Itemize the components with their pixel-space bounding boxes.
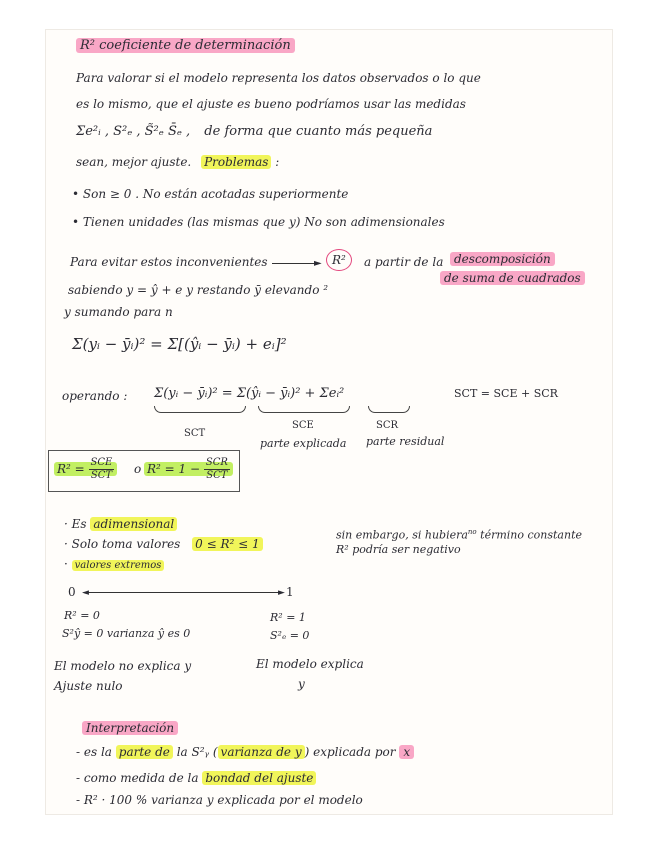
sct-label: SCT	[184, 428, 206, 439]
scr-label: SCR	[376, 420, 399, 431]
avoid-line-3: y sumando para n	[64, 305, 173, 319]
brace-scr	[368, 406, 410, 413]
arrow-right-icon	[272, 263, 316, 264]
residual-part-label: parte residual	[366, 435, 445, 448]
extreme-right-y: y	[298, 677, 305, 691]
sum-of-squares-highlight: de suma de cuadrados	[440, 270, 585, 286]
decomposition-highlight: descomposición	[450, 251, 555, 267]
range-highlight: 0 ≤ R² ≤ 1	[192, 537, 262, 551]
measures-formula: Σe²ᵢ , S²ₑ , S̃²ₑ S̄ₑ ,	[76, 124, 191, 139]
r2-circled: R²	[326, 249, 352, 271]
prop-extremes: · valores extremos	[64, 556, 164, 574]
bullet-units: • Tienen unidades (las mismas que y) No son adimensionales	[72, 215, 445, 229]
explained-part-label: parte explicada	[260, 437, 347, 450]
sce-label: SCE	[292, 420, 314, 431]
interpretation-title: Interpretación	[82, 720, 178, 736]
r2-formula-sce-over-sct: R² = $\frac{\text{SCE}}{\text{SCT}}$	[54, 454, 117, 484]
problems-highlight: Problemas	[201, 155, 271, 169]
operando-equation: Σ(yᵢ − ȳᵢ)² = Σ(ŷᵢ − ȳᵢ)² + Σeᵢ²	[154, 386, 345, 401]
bullet-non-negative: • Son ≥ 0 . No están acotadas superiormente	[72, 187, 349, 201]
avoid-line-1: Para evitar estos inconvenientes	[70, 255, 268, 269]
intro-line-1: Para valorar si el modelo representa los datos observados o lo que	[76, 71, 481, 85]
adimensional-highlight: adimensional	[90, 517, 177, 531]
sct-identity: SCT = SCE + SCR	[454, 387, 558, 400]
interp-line-1: - es la parte de la S²ᵧ ( varianza de y ) explicada por x	[76, 744, 414, 760]
arrow-left-icon: ◄	[82, 588, 89, 598]
avoid-from: a partir de la	[364, 255, 444, 269]
avoid-line-2: sabiendo y = ŷ + e y restando ȳ elevando ²	[68, 283, 329, 297]
intro-line-4: sean, mejor ajuste. Problemas :	[76, 155, 280, 169]
intro-measures	[76, 124, 432, 140]
brace-sce	[258, 406, 350, 413]
extreme-right-r2: R² = 1	[270, 611, 306, 624]
note-constant-term: sin embargo, si hubiera$^{no}$ término constante	[336, 528, 583, 542]
prop-range: · Solo toma valores 0 ≤ R² ≤ 1	[64, 536, 263, 552]
measures-tail: de forma que cuanto más pequeña	[204, 124, 433, 139]
extreme-left-desc: El modelo no explica y	[54, 659, 192, 673]
note-negative: R² podría ser negativo	[336, 543, 461, 556]
extreme-left-fit: Ajuste nulo	[54, 679, 123, 693]
arrow-right-head-icon: ►	[278, 588, 285, 598]
extreme-left-var: S²ŷ = 0 varianza ŷ es 0	[62, 627, 191, 640]
page-heading: R² coeficiente de determinación	[76, 38, 295, 54]
brace-sct	[154, 406, 246, 413]
interp-line-2: - como medida de la bondad del ajuste	[76, 770, 316, 786]
extreme-right-var: S²ₑ = 0	[270, 629, 310, 642]
extreme-left-r2: R² = 0	[64, 609, 100, 622]
intro-line-2: es lo mismo, que el ajuste es bueno podríamos usar las medidas	[76, 97, 466, 111]
r2-formula-one-minus: R² = 1 − $\frac{\text{SCR}}{\text{SCT}}$	[144, 454, 233, 484]
extremes-highlight: valores extremos	[72, 560, 165, 571]
notebook-page	[46, 30, 612, 814]
extreme-right-desc: El modelo explica	[256, 657, 364, 671]
interp-line-3: - R² · 100 % varianza y explicada por el modelo	[76, 793, 363, 807]
prop-adimensional: · Es adimensional	[64, 516, 177, 532]
arrow-head-icon: ►	[314, 258, 322, 269]
formula-or: o	[134, 462, 142, 476]
operando-label: operando :	[62, 389, 128, 403]
axis-one: 1	[286, 585, 294, 599]
double-arrow-line	[86, 592, 282, 593]
axis-zero: 0	[68, 585, 76, 599]
sum-squares-equation: Σ(yᵢ − ȳᵢ)² = Σ[(ŷᵢ − ȳᵢ) + eᵢ]²	[72, 335, 287, 353]
